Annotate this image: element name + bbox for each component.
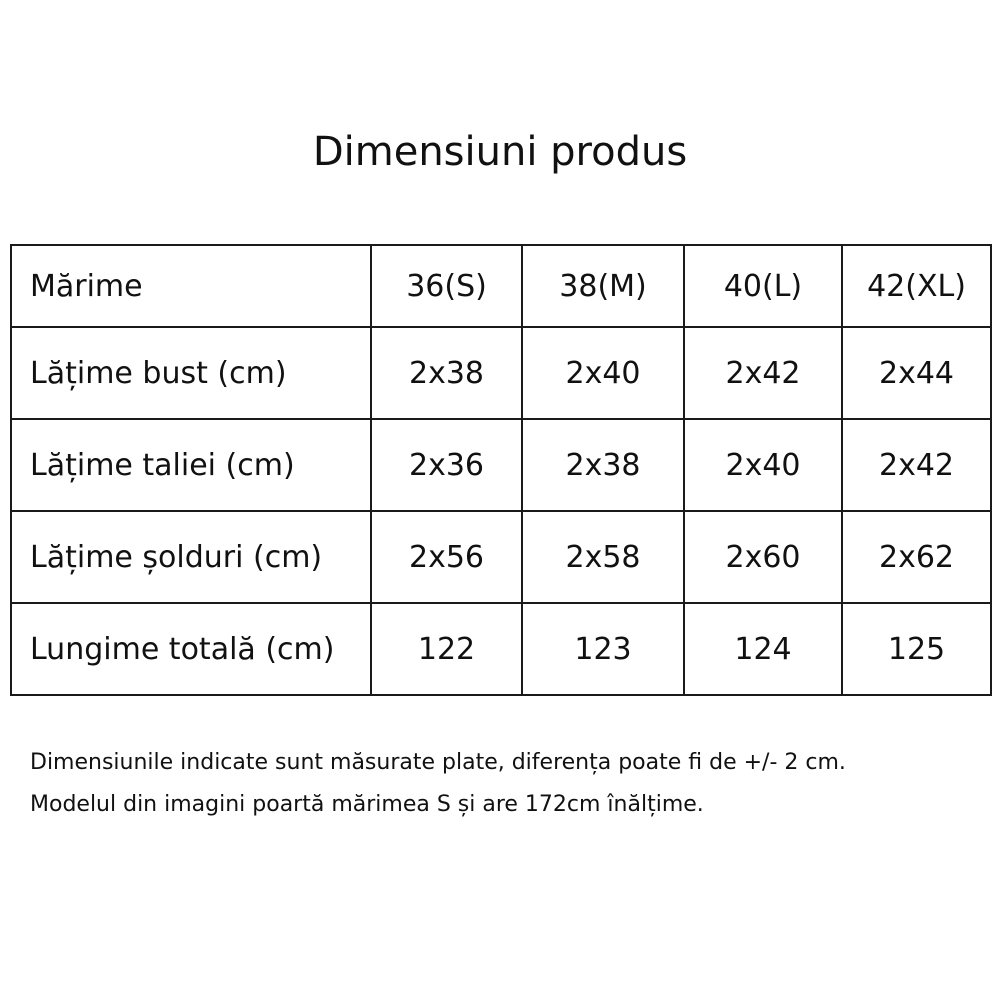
table-cell: 2x40: [684, 419, 842, 511]
size-table: [10, 244, 992, 696]
table-cell: 122: [371, 603, 522, 695]
size-header-cell: 40(L): [684, 245, 842, 327]
table-cell: 124: [684, 603, 842, 695]
row-label: Lățime bust (cm): [11, 327, 371, 419]
page-title: Dimensiuni produs: [312, 129, 688, 175]
table-cell: 123: [522, 603, 684, 695]
table-row: [11, 603, 991, 695]
size-header-label: Mărime: [11, 245, 371, 327]
table-row: [11, 327, 991, 419]
table-cell: 2x42: [684, 327, 842, 419]
row-label: Lungime totală (cm): [11, 603, 371, 695]
size-header-cell: 38(M): [522, 245, 684, 327]
measurement-note: Dimensiunile indicate sunt măsurate plate, diferența poate fi de +/- 2 cm.: [30, 750, 846, 775]
table-cell: 2x56: [371, 511, 522, 603]
table-header-row: [11, 245, 991, 327]
table-cell: 2x60: [684, 511, 842, 603]
table-cell: 2x62: [842, 511, 991, 603]
model-note: Modelul din imagini poartă mărimea S și are 172cm înălțime.: [30, 792, 704, 817]
table-cell: 2x36: [371, 419, 522, 511]
table-cell: 2x38: [371, 327, 522, 419]
table-row: [11, 511, 991, 603]
table-cell: 125: [842, 603, 991, 695]
table-cell: 2x44: [842, 327, 991, 419]
table-cell: 2x40: [522, 327, 684, 419]
size-notes: [30, 742, 990, 826]
table-cell: 2x58: [522, 511, 684, 603]
row-label: Lățime șolduri (cm): [11, 511, 371, 603]
table-cell: 2x38: [522, 419, 684, 511]
table-cell: 2x42: [842, 419, 991, 511]
table-row: [11, 419, 991, 511]
row-label: Lățime taliei (cm): [11, 419, 371, 511]
size-header-cell: 42(XL): [842, 245, 991, 327]
size-header-cell: 36(S): [371, 245, 522, 327]
